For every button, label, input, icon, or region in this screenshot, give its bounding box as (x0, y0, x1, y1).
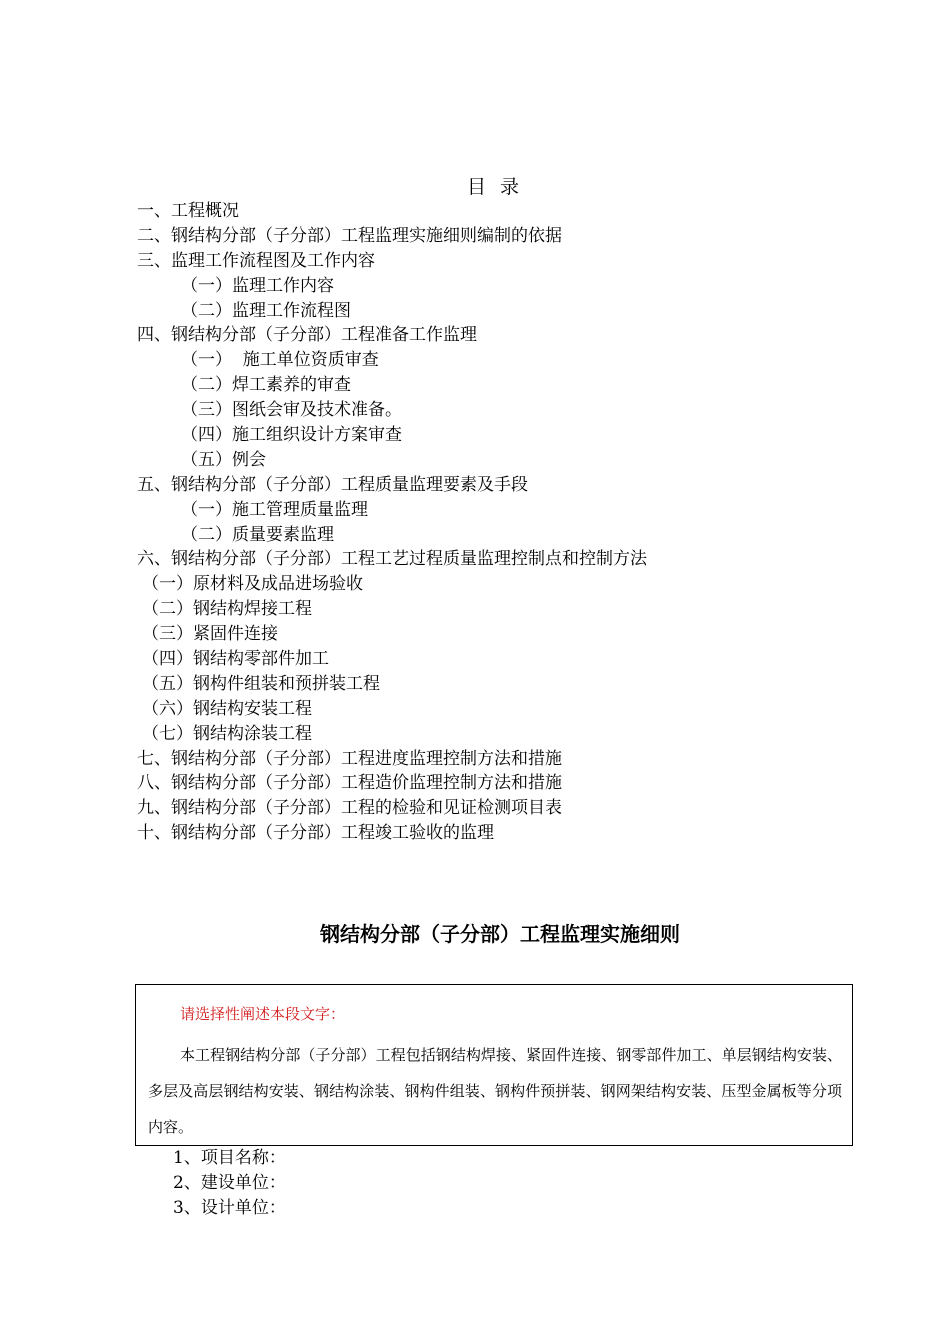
toc-subitem: （一） 施工单位资质审查 (181, 350, 379, 371)
toc-subitem: （五）钢构件组装和预拼装工程 (142, 673, 380, 694)
toc-subitem: （二）监理工作流程图 (181, 300, 351, 321)
toc-subitem: （三）图纸会审及技术准备。 (181, 400, 402, 421)
toc-subitem: （二）钢结构焊接工程 (142, 599, 312, 620)
toc-item: 六、钢结构分部（子分部）工程工艺过程质量监理控制点和控制方法 (137, 549, 647, 570)
toc-item: 一、工程概况 (137, 201, 239, 221)
toc-title: 目录 (466, 176, 533, 198)
note-box (135, 984, 853, 1146)
toc-item: 十、钢结构分部（子分部）工程竣工验收的监理 (137, 823, 494, 844)
toc-subitem: （四）钢结构零部件加工 (142, 649, 329, 670)
note-prompt: 请选择性阐述本段文字： (180, 1005, 346, 1023)
toc-item: 二、钢结构分部（子分部）工程监理实施细则编制的依据 (137, 225, 562, 246)
toc-subitem: （一）原材料及成品进场验收 (142, 574, 363, 595)
project-info-list (173, 1146, 286, 1221)
note-body: 本工程钢结构分部（子分部）工程包括钢结构焊接、紧固件连接、钢零部件加工、单层钢结构安装、多层及高层钢结构安装、钢结构涂装、钢构件组装、钢构件预拼装、钢网架结构安装、压型金属板等分项内容。 (148, 1046, 842, 1136)
toc-subitem: （三）紧固件连接 (142, 624, 278, 645)
toc-subitem: （七）钢结构涂装工程 (142, 723, 312, 744)
toc-subitem: （二）质量要素监理 (181, 524, 334, 545)
toc-subitem: （二）焊工素养的审查 (181, 375, 351, 396)
toc-item: 八、钢结构分部（子分部）工程造价监理控制方法和措施 (137, 773, 562, 794)
toc-subitem: （一）施工管理质量监理 (181, 499, 368, 520)
toc-subitem: （六）钢结构安装工程 (142, 698, 312, 719)
toc-subitem: （五）例会 (181, 449, 266, 470)
toc-item: 七、钢结构分部（子分部）工程进度监理控制方法和措施 (137, 748, 562, 769)
toc-subitem: （一）监理工作内容 (181, 275, 334, 296)
toc-item: 九、钢结构分部（子分部）工程的检验和见证检测项目表 (137, 798, 562, 819)
table-of-contents (137, 199, 857, 846)
design-unit-field: 3、设计单位： (173, 1198, 286, 1218)
toc-subitem: （四）施工组织设计方案审查 (181, 425, 402, 446)
toc-item: 四、钢结构分部（子分部）工程准备工作监理 (137, 325, 477, 346)
project-name-field: 1、项目名称： (173, 1148, 286, 1168)
toc-item: 三、监理工作流程图及工作内容 (137, 250, 375, 271)
toc-item: 五、钢结构分部（子分部）工程质量监理要素及手段 (137, 474, 528, 495)
client-unit-field: 2、建设单位： (173, 1173, 286, 1193)
document-title: 钢结构分部（子分部）工程监理实施细则 (320, 922, 680, 946)
